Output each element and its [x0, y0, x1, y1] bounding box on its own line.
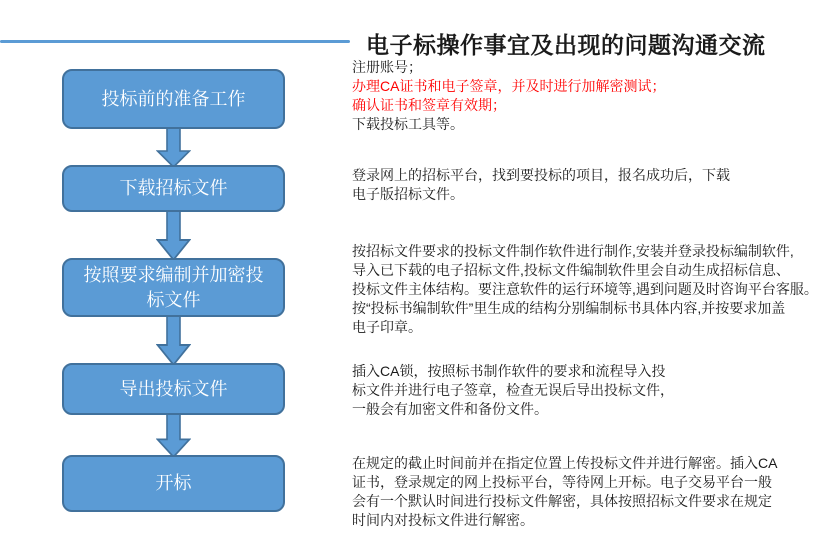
note-line: 电子印章。: [352, 319, 422, 335]
note-open-bid: [352, 454, 777, 530]
flow-step-label: 下载招标文件: [119, 178, 228, 199]
note-line: 时间内对投标文件进行解密。: [352, 512, 534, 528]
note-line: 确认证书和签章有效期；: [352, 97, 506, 113]
note-line: 注册账号；: [352, 59, 422, 75]
note-line: 下载投标工具等。: [352, 116, 464, 132]
note-compile-encrypt: [352, 242, 818, 337]
title-divider-line: [0, 40, 350, 43]
page-title: 电子标操作事宜及出现的问题沟通交流: [366, 32, 766, 58]
flow-step-label: 按照要求编制并加密投标文件: [83, 265, 264, 310]
down-arrow-icon: [156, 314, 191, 366]
note-line: 办理CA证书和电子签章，并及时进行加解密测试；: [352, 78, 666, 94]
flow-step-label: 开标: [155, 473, 192, 494]
note-download-tender: [352, 166, 730, 204]
flow-step-box-export-bid: [62, 363, 285, 415]
note-export-bid: [352, 362, 674, 419]
note-line: 导入已下载的电子招标文件,投标文件编制软件里会自动生成招标信息、: [352, 262, 790, 278]
flow-step-box-download-tender: [62, 165, 285, 212]
note-line: 标文件并进行电子签章，检查无误后导出投标文件，: [352, 382, 674, 398]
note-line: 投标文件主体结构。要注意软件的运行环境等,遇到问题及时咨询平台客服。: [352, 281, 818, 297]
note-preparation: [352, 58, 665, 134]
flow-step-label: 投标前的准备工作: [101, 88, 246, 109]
down-arrow-icon: [156, 209, 191, 261]
note-line: 一般会有加密文件和备份文件。: [352, 401, 548, 417]
flow-step-box-open-bid: [62, 455, 285, 512]
down-arrow-icon: [156, 126, 191, 168]
note-line: 插入CA锁，按照标书制作软件的要求和流程导入投: [352, 363, 666, 379]
note-line: 按招标文件要求的投标文件制作软件进行制作,安装并登录投标编制软件,: [352, 243, 794, 259]
flow-step-box-compile-encrypt: [62, 258, 285, 317]
note-line: 证书，登录规定的网上投标平台，等待网上开标。电子交易平台一般: [352, 474, 772, 490]
note-line: 会有一个默认时间进行投标文件解密，具体按照招标文件要求在规定: [352, 493, 772, 509]
note-line: 电子版招标文件。: [352, 186, 464, 202]
flow-step-label: 导出投标文件: [119, 378, 228, 399]
down-arrow-icon: [156, 412, 191, 458]
note-line: 按“投标书编制软件”里生成的结构分别编制标书具体内容,并按要求加盖: [352, 300, 786, 316]
flow-step-box-preparation: [62, 69, 285, 129]
note-line: 在规定的截止时间前并在指定位置上传投标文件并进行解密。插入CA: [352, 455, 778, 471]
note-line: 登录网上的招标平台，找到要投标的项目，报名成功后，下载: [352, 167, 730, 183]
